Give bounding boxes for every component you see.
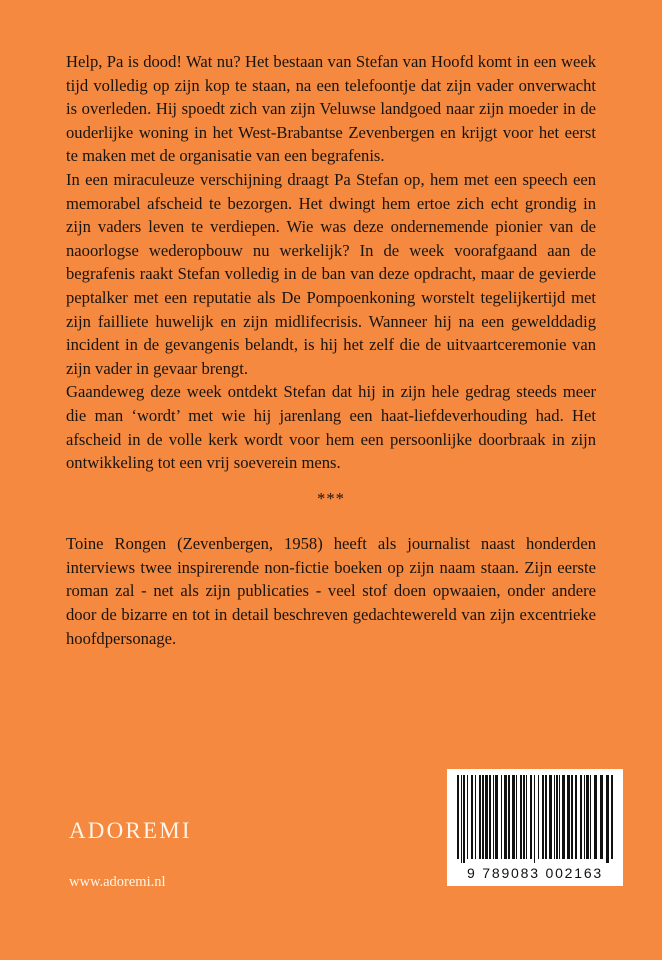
barcode-bar: [495, 775, 498, 859]
publisher-logo: ADOREMI: [69, 818, 192, 843]
barcode-bar: [580, 775, 582, 859]
barcode-bar: [584, 775, 585, 859]
isbn-barcode: [447, 769, 623, 886]
barcode-bar: [556, 775, 558, 859]
barcode-bar: [471, 775, 473, 859]
barcode-bar: [520, 775, 522, 859]
barcode-bar: [479, 775, 481, 859]
barcode-bar: [526, 775, 527, 859]
barcode-bar: [493, 775, 494, 859]
barcode-bar: [611, 775, 613, 859]
barcode-bar: [516, 775, 517, 859]
barcode-bar: [538, 775, 539, 859]
barcode-bar: [523, 775, 525, 859]
barcode-bar: [489, 775, 491, 859]
barcode-bar: [549, 775, 552, 859]
blurb-paragraph-1: Help, Pa is dood! Wat nu? Het bestaan van Stefan van Hoofd komt in een week tijd volledig op zijn kop te staan, na een telefoontje dat zijn vader onverwacht is overleden. Hij spoedt zich van zijn Veluwse landgoed naar zijn moeder in de ouderlijke woning in het West-Brabantse Zevenbergen en krijgt voor het eerst te maken met de organisatie van een begrafenis.: [66, 52, 596, 166]
blurb-paragraph-3: Gaandeweg deze week ontdekt Stefan dat hij in zijn hele gedrag steeds meer die man ‘wordt’ met wie hij jarenlang een haat-liefdeverhouding had. Het afscheid in de volle kerk wordt voor hem een persoonlijke doorbraak in zijn ontwikkeling tot een vrij soeverein mens.: [66, 382, 596, 473]
barcode-bar: [504, 775, 507, 859]
barcode-bar: [542, 775, 544, 859]
barcode-bar: [600, 775, 603, 859]
barcode-bar: [590, 775, 591, 859]
barcode-bar: [512, 775, 515, 859]
barcode-bar: [485, 775, 488, 859]
barcode-bar: [606, 775, 609, 863]
isbn-number: 9 789083 002163: [467, 865, 603, 881]
barcode-bar: [463, 775, 465, 863]
barcode-bar: [571, 775, 573, 859]
barcode-bar: [467, 775, 468, 859]
section-separator: ***: [317, 488, 345, 508]
barcode-bars: [453, 775, 617, 863]
barcode-bar: [559, 775, 560, 859]
barcode-bar: [457, 775, 459, 859]
barcode-bar: [475, 775, 476, 859]
author-bio: Toine Rongen (Zevenbergen, 1958) heeft als journalist naast honderden interviews twee inspirerende non-fictie boeken op zijn naam staan. Zijn eerste roman zal - net als zijn publicaties - veel stof doen opwaaien, onder andere door de bizarre en tot in detail beschreven gedachtewereld van zijn excentrieke hoofdpersonage.: [66, 534, 596, 648]
barcode-bar: [554, 775, 555, 859]
barcode-bar: [586, 775, 589, 859]
barcode-bar: [501, 775, 502, 859]
barcode-bar: [567, 775, 570, 859]
barcode-bar: [534, 775, 535, 863]
barcode-bar: [530, 775, 532, 859]
barcode-bar: [461, 775, 462, 863]
barcode-bar: [482, 775, 484, 859]
barcode-bar: [562, 775, 565, 859]
publisher-website: www.adoremi.nl: [69, 874, 166, 890]
back-cover-blurb: [66, 50, 596, 650]
barcode-bar: [594, 775, 597, 859]
blurb-paragraph-2: In een miraculeuze verschijning draagt Pa Stefan op, hem met een speech een memorabel afscheid te bezorgen. Het dwingt hem ertoe zich echt grondig in zijn vaders leven te verdiepen. Wie was deze ondernemende pionier van de naoorlogse wederopbouw nu werkelijk? In de week voorafgaand aan de begrafenis raakt Stefan volledig in de ban van deze opdracht, maar de gevierde peptalker met een reputatie als De Pompoenkoning worstelt tegelijkertijd met zijn failliete huwelijk en zijn midlifecrisis. Wanneer hij na een gewelddadig incident in de gevangenis belandt, is hij het zelf die de uitvaartceremonie van zijn vader in gevaar brengt.: [66, 169, 596, 378]
barcode-bar: [575, 775, 577, 859]
barcode-bar: [545, 775, 547, 859]
barcode-bar: [508, 775, 510, 859]
